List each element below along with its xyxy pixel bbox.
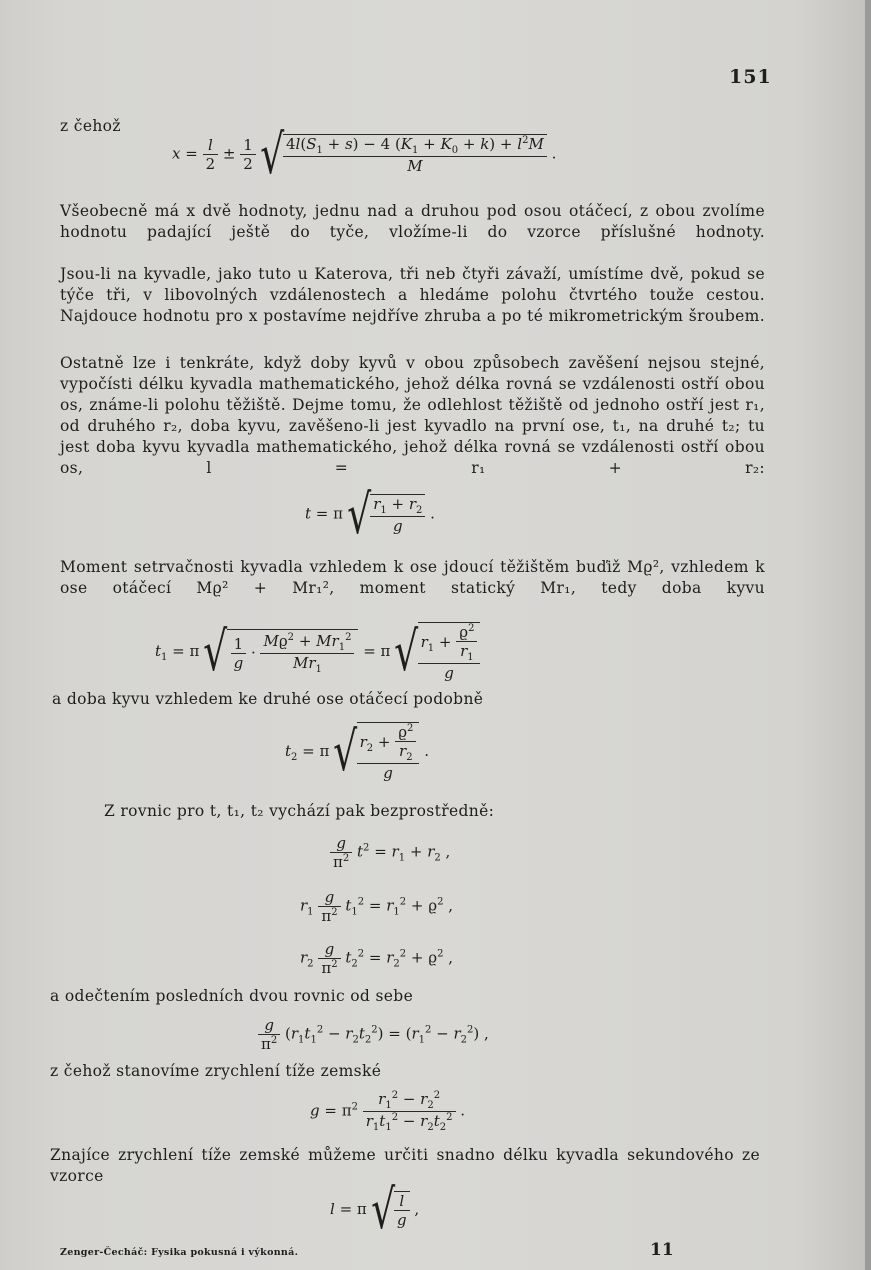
paragraph-8: z čehož stanovíme zrychlení tíže zemské: [50, 1062, 382, 1080]
equation-t1: $t_1 = \pi$ √ $\frac{1}{g}$ · $\frac{Mϱ^2 + Mr_1^2}{Mr_1}$ = π √ $r_1$ + $\frac{ϱ^2}{r_1}$ g: [155, 622, 480, 682]
equation-t2: $t_2 = \pi$ √ $r_2$ + $\frac{ϱ^2}{r_2}$ g .: [285, 720, 429, 783]
footer-signature: 11: [650, 1240, 674, 1260]
page-edge: [865, 0, 871, 1270]
paragraph-1: Všeobecně má x dvě hodnoty, jednu nad a druhou pod osou otáčecí, z obou zvolíme hodnotu padající ještě do tyče, vložíme-li do vzorce příslušné hodnoty.: [60, 202, 765, 241]
equation-sys-2: $r_1$ $\frac{g}{\pi^2}$ $t_1^2 = r_1^2 + ϱ^2$ ,: [300, 888, 454, 925]
page-number: 151: [729, 66, 772, 88]
equation-x-text: [0, 0, 1, 1]
paragraph-6: Z rovnic pro t, t₁, t₂ vychází pak bezprostředně:: [104, 802, 495, 820]
footer-title: Zenger-Čecháč: Fysika pokusná i výkonná.: [60, 1247, 299, 1258]
paragraph-4: Moment setrvačnosti kyvadla vzhledem k ose jdoucí těžištěm buďiž Mϱ², vzhledem k ose otáčecí Mϱ² + Mr₁², moment statický Mr₁, tedy doba kyvu: [60, 558, 765, 597]
paragraph-5: a doba kyvu vzhledem ke druhé ose otáčecí podobně: [52, 690, 484, 708]
equation-t: t = π √ $\frac{r_1 + r_2}{g}$ .: [305, 482, 435, 546]
equation-sys-3: $r_2$ $\frac{g}{\pi^2}$ $t_2^2 = r_2^2 + ϱ^2$ ,: [300, 940, 454, 977]
equation-diff: $\frac{g}{\pi^2}$ $(r_1t_1^2 - r_2t_2^2) = (r_1^2 - r_2^2)$ ,: [258, 1016, 489, 1053]
equation-sys-1: $\frac{g}{\pi^2}$ $t^2 = r_1 + r_2$ ,: [330, 834, 450, 871]
paragraph-7: a odečtením posledních dvou rovnic od sebe: [50, 987, 414, 1005]
paragraph-2: Jsou-li na kyvadle, jako tuto u Katerova, tři neb čtyři závaží, umístíme dvě, pokud se týče tři, v libovolných vzdálenostech a hledáme polohu čtvrtého touže cestou. Najdouce hodnotu pro x postavíme nejdříve zhruba a po té mikrometrickým šroubem.: [60, 265, 765, 325]
equation-x: x = $\frac{l}{2}$ ± $\frac{1}{2}$ √ $\frac{4l(S_1 + s) - 4 (K_1 + K_0 + k) + l^2M}{M}$ .: [172, 122, 557, 186]
intro-line: z čehož: [60, 117, 121, 135]
paragraph-9: Znajíce zrychlení tíže zemské můžeme určiti snadno délku kyvadla sekundového ze vzorce: [50, 1146, 760, 1185]
equation-g: $g = \pi^2$ $\frac{r_1^2 - r_2^2}{r_1t_1^2 - r_2t_2^2}$ .: [310, 1090, 466, 1133]
equation-last: l = π √ $\frac{l}{g}$ ,: [330, 1178, 420, 1241]
paragraph-3: Ostatně lze i tenkráte, když doby kyvů v obou způsobech zavěšení nejsou stejné, vypočísti délku kyvadla mathematického, jehož délka rovná se vzdálenosti ostří obou os, známe-li polohu těžiště. Dejme tomu, že odlehlost těžiště od jednoho ostří jest r₁, od druhého r₂, doba kyvu, zavěšeno-li jest kyvadlo na první ose, t₁, na druhé t₂; tu jest doba kyvu kyvadla mathematického, jehož délka rovná se vzdálenosti ostří obou os, l = r₁ + r₂:: [60, 354, 765, 477]
